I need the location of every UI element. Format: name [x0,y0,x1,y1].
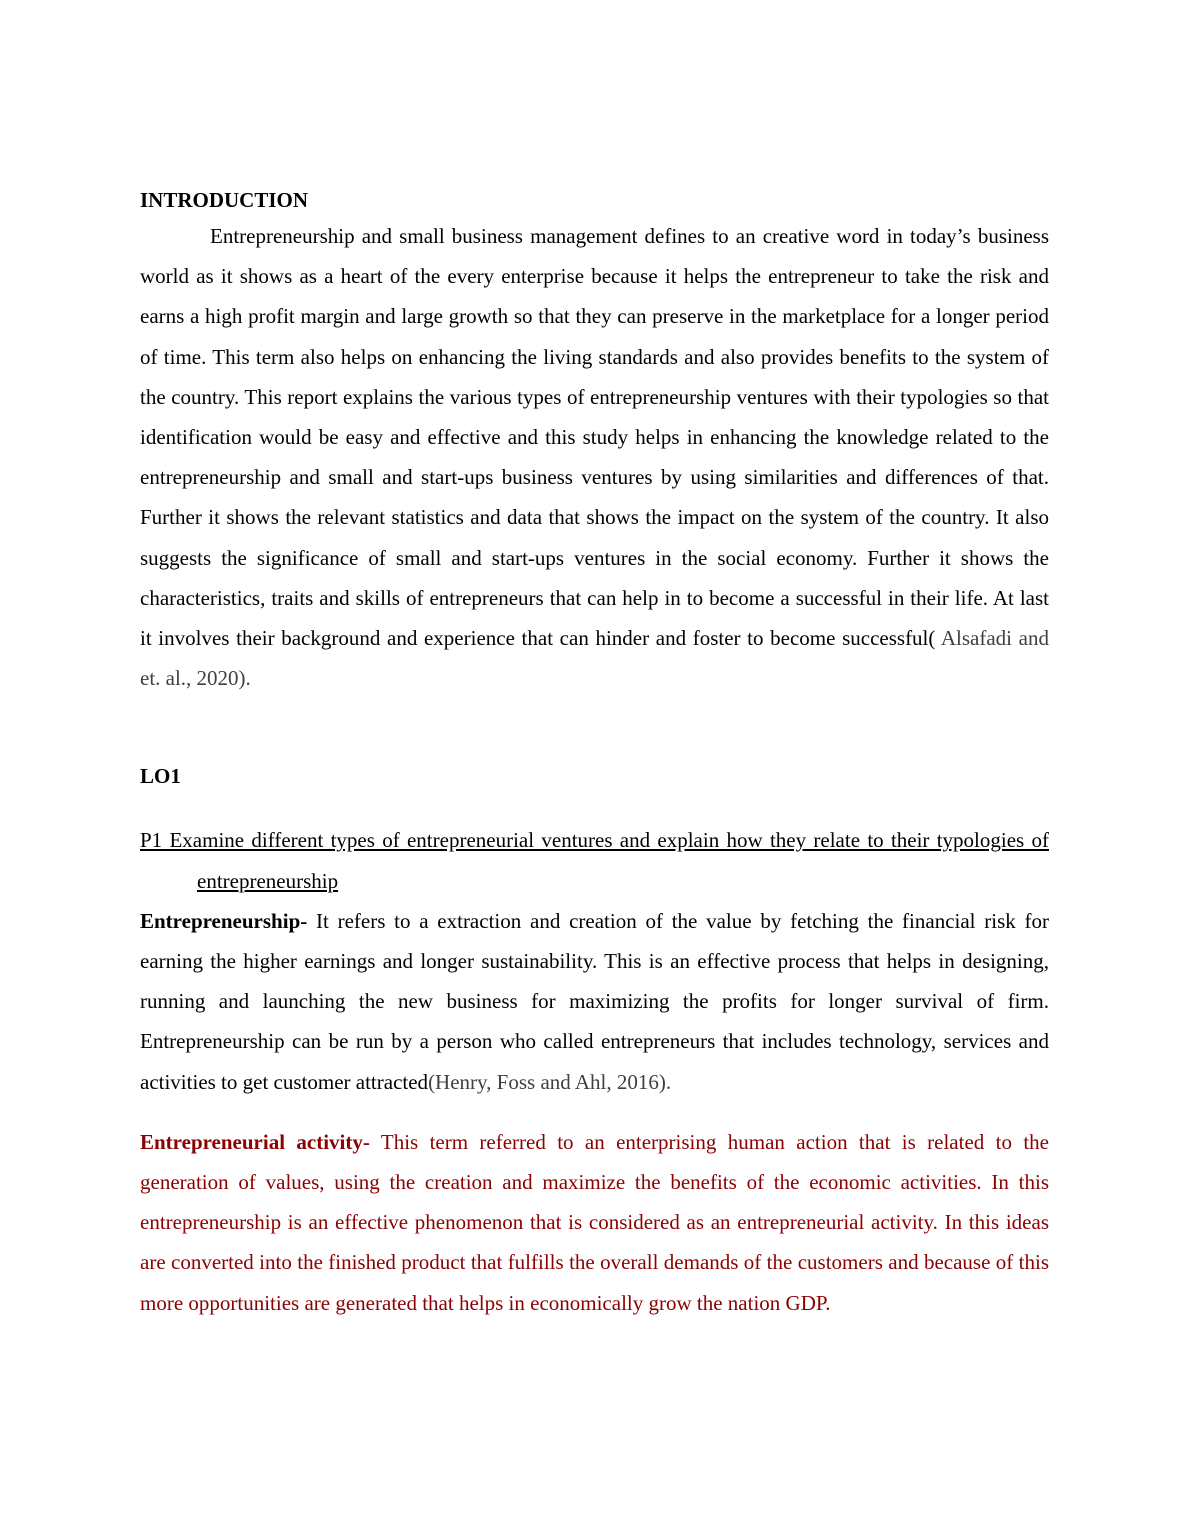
lo1-heading: LO1 [140,764,181,789]
entrepreneurial-activity-paragraph [140,1122,1049,1323]
entrepreneurship-citation: (Henry, Foss and Ahl, 2016). [428,1069,672,1094]
introduction-heading: INTRODUCTION [140,188,309,212]
introduction-citation: Alsafadi and et. al., 2020). [140,626,1049,691]
entrepreneurship-term: Entrepreneurship- [140,908,308,933]
document-page [140,184,1049,1323]
p1-title: P1 Examine different types of entrepreneurial ventures and explain how they relate to their typologies of entrepreneurship [140,828,1049,893]
spacer [140,698,1049,760]
entrepreneurial-activity-term: Entrepreneurial activity- [140,1129,370,1154]
introduction-paragraph [140,216,1049,698]
entrepreneurial-activity-body: This term referred to an enterprising human action that is related to the generation of values, using the creation and maximize the benefits of the economic activities. In this entrepreneurship is an effective phenomenon that is considered as an entrepreneurial activity. In this ideas are converted into the finished product that fulfills the overall demands of the customers and because of this more opportunities are generated that helps in economically grow the nation GDP. [140,1129,1049,1315]
introduction-body: Entrepreneurship and small business management defines to an creative word in today’s business world as it shows as a heart of the every enterprise because it helps the entrepreneur to take the risk and earns a high profit margin and large growth so that they can preserve in the marketplace for a longer period of time. This term also helps on enhancing the living standards and also provides benefits to the system of the country. This report explains the various types of entrepreneurship ventures with their typologies so that identification would be easy and effective and this study helps in enhancing the knowledge related to the entrepreneurship and small and start-ups business ventures by using similarities and differences of that. Further it shows the relevant statistics and data that shows the impact on the system of the country. It also suggests the significance of small and start-ups ventures in the social economy. Further it shows the characteristics, traits and skills of entrepreneurs that can help in to become a successful in their life. At last it involves their background and experience that can hinder and foster to become successful( [140,224,1049,651]
entrepreneurship-body: It refers to a extraction and creation of the value by fetching the financial risk for earning the higher earnings and longer sustainability. This is an effective process that helps in designing, running and launching the new business for maximizing the profits for longer survival of firm. Entrepreneurship can be run by a person who called entrepreneurs that includes technology, services and activities to get customer attracted [140,908,1049,1094]
spacer [140,792,1049,820]
entrepreneurship-paragraph [140,901,1049,1102]
spacer [140,1102,1049,1122]
